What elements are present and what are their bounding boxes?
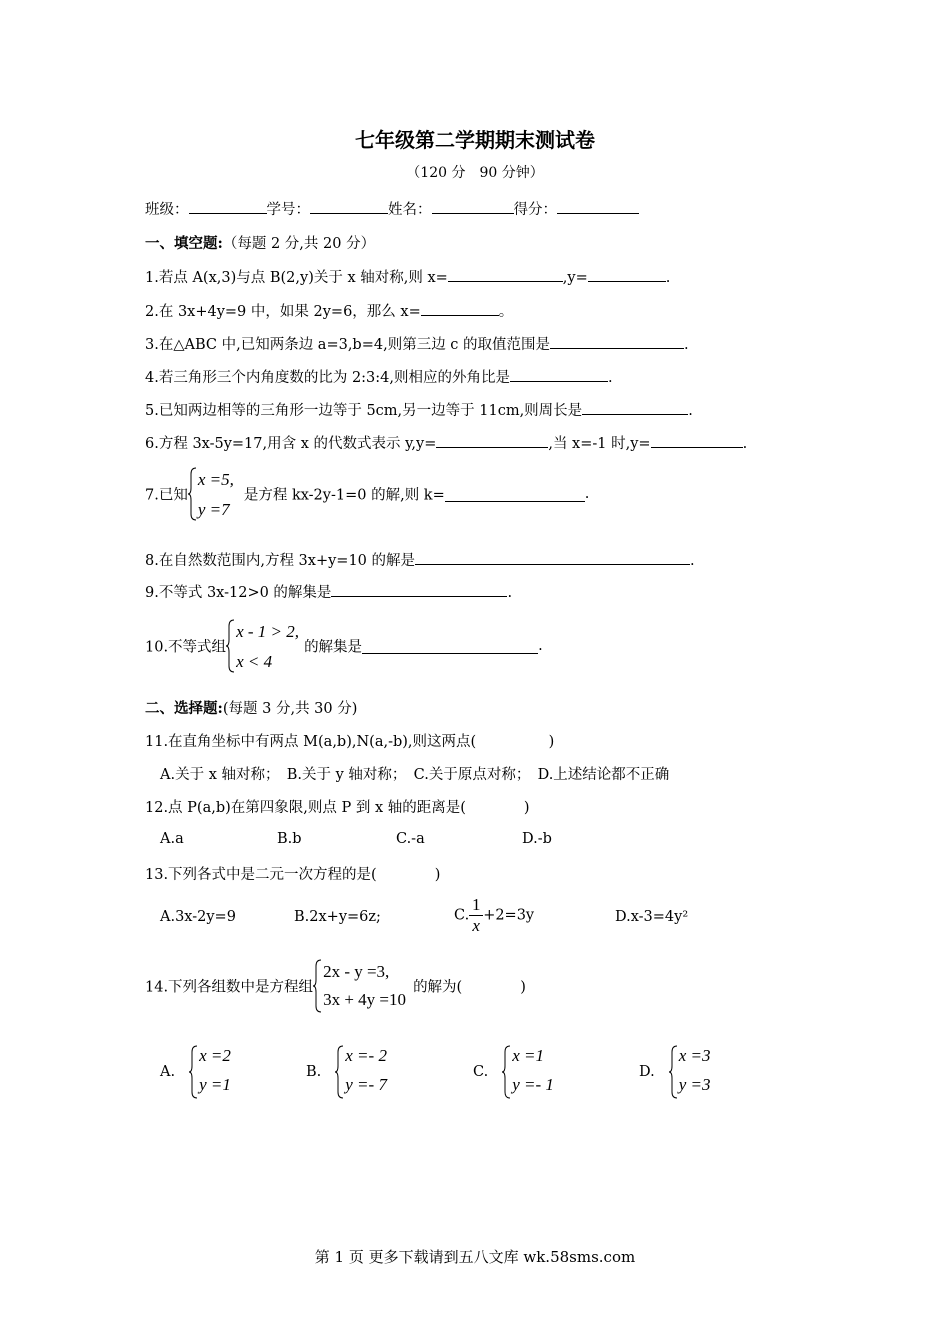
q1-blank-y[interactable]: [588, 267, 666, 282]
q10-text: 10.不等式组: [145, 639, 227, 656]
q14-a-system: [189, 1044, 249, 1100]
q4-end: .: [608, 370, 613, 386]
page-subtitle: （120 分 90 分钟）: [406, 165, 544, 181]
q6-end: .: [742, 436, 748, 452]
q13-option-c[interactable]: [454, 895, 534, 936]
q7-row-2: y =7: [197, 500, 230, 519]
q8-text: 8.在自然数范围内,方程 3x+y=10 的解是: [145, 553, 416, 569]
q6-blank-2[interactable]: [651, 433, 743, 448]
q14-a-row-1: x =2: [199, 1046, 231, 1065]
student-info-line: [145, 198, 639, 219]
q7-text-2: 是方程 kx-2y-1=0 的解,则 k=: [243, 487, 445, 504]
q12-option-d[interactable]: D.-b: [522, 831, 552, 847]
name-blank[interactable]: [432, 199, 514, 214]
q14-option-b[interactable]: [306, 1044, 405, 1100]
section2-note: (每题 3 分,共 30 分): [222, 701, 358, 717]
question-10: [145, 618, 543, 674]
brace-icon: [189, 1044, 199, 1100]
q7-end: .: [584, 486, 590, 502]
section1-title: 一、填空题:: [145, 235, 223, 252]
q5-blank[interactable]: [582, 400, 688, 415]
q6-text-2: ,当 x=-1 时,y=: [548, 436, 651, 452]
q10-row-2: x < 4: [236, 652, 273, 671]
q6-text: 6.方程 3x-5y=17,用含 x 的代数式表示 y,y=: [145, 436, 437, 452]
brace-icon: [669, 1044, 679, 1100]
name-label: 姓名：: [388, 202, 432, 218]
question-13: 13.下列各式中是二元一次方程的是( ): [145, 867, 441, 883]
page-footer: 第 1 页 更多下载请到五八文库 wk.58sms.com: [314, 1248, 636, 1266]
q12-option-c[interactable]: C.-a: [396, 831, 425, 847]
question-2: [145, 300, 513, 321]
brace-icon: [226, 618, 236, 674]
q4-text: 4.若三角形三个内角度数的比为 2:3:4,则相应的外角比是: [145, 370, 510, 386]
q10-blank[interactable]: [362, 639, 538, 654]
section1-heading: [145, 232, 375, 253]
q7-row-1: x =5,: [197, 470, 234, 489]
q11-options: A.关于 x 轴对称； B.关于 y 轴对称； C.关于原点对称； D.上述结论都不正确: [160, 767, 670, 783]
q2-text: 2.在 3x+4y=9 中，如果 2y=6，那么 x=: [145, 304, 421, 320]
section2-title: 二、选择题:: [145, 700, 223, 717]
q5-text: 5.已知两边相等的三角形一边等于 5cm,另一边等于 11cm,则周长是: [145, 403, 583, 419]
q10-end: .: [538, 638, 543, 654]
q4-blank[interactable]: [510, 367, 608, 382]
q14-c-label: C.: [473, 1064, 489, 1080]
q14-text-2: 的解为( ): [413, 979, 526, 996]
brace-icon: [313, 958, 323, 1014]
question-7: [145, 466, 589, 522]
q1-end: .: [665, 270, 671, 286]
q6-blank-1[interactable]: [436, 433, 548, 448]
class-blank[interactable]: [189, 199, 267, 214]
q10-row-1: x - 1 > 2,: [236, 622, 299, 641]
section1-note: （每题 2 分,共 20 分）: [222, 236, 376, 252]
q1-blank-x[interactable]: [448, 267, 563, 282]
q1-text-y: ,y=: [562, 270, 588, 286]
q13-option-d[interactable]: D.x-3=4y²: [615, 909, 689, 925]
q3-end: .: [684, 337, 689, 353]
section2-heading: [145, 697, 357, 718]
question-12: 12.点 P(a,b)在第四象限,则点 P 到 x 轴的距离是( ): [145, 800, 530, 816]
q14-a-label: A.: [160, 1064, 176, 1080]
q14-a-row-2: y =1: [199, 1075, 231, 1094]
q14-c-system: [502, 1044, 572, 1100]
q14-b-row-1: x =- 2: [345, 1046, 387, 1065]
q14-text: 14.下列各组数中是方程组: [145, 979, 314, 996]
brace-icon: [335, 1044, 345, 1100]
q9-blank[interactable]: [331, 582, 507, 597]
fraction-denominator: x: [472, 916, 480, 935]
id-blank[interactable]: [310, 199, 388, 214]
q14-row-1: 2x - y =3,: [323, 962, 390, 981]
q12-option-a[interactable]: A.a: [160, 831, 184, 847]
question-11: 11.在直角坐标中有两点 M(a,b),N(a,-b),则这两点( ): [145, 734, 555, 750]
q14-d-system: [669, 1044, 729, 1100]
q14-system: [313, 958, 413, 1014]
q14-option-c[interactable]: [473, 1044, 572, 1100]
q14-option-a[interactable]: [160, 1044, 249, 1100]
q2-blank[interactable]: [421, 301, 499, 316]
q12-option-b[interactable]: B.b: [277, 831, 302, 847]
question-3: [145, 333, 689, 354]
q8-blank[interactable]: [415, 550, 690, 565]
score-label: 得分：: [513, 202, 557, 218]
q3-text: 3.在△ABC 中,已知两条边 a=3,b=4,则第三边 c 的取值范围是: [145, 337, 551, 353]
q7-system: [188, 466, 244, 522]
q13-c-label: C.: [454, 907, 470, 924]
q14-d-label: D.: [639, 1064, 655, 1080]
q10-text-2: 的解集是: [304, 639, 363, 656]
fraction-numerator: 1: [471, 895, 481, 914]
q14-b-row-2: y =- 7: [345, 1075, 387, 1094]
id-label: 学号：: [266, 202, 310, 218]
q7-blank[interactable]: [445, 487, 585, 502]
q9-end: .: [507, 585, 513, 601]
q10-system: [226, 618, 304, 674]
question-9: [145, 581, 512, 602]
q14-d-row-1: x =3: [678, 1046, 711, 1065]
q13-fraction: [469, 895, 483, 936]
q14-row-2: 3x + 4y =10: [323, 990, 406, 1009]
q9-text: 9.不等式 3x-12>0 的解集是: [145, 585, 332, 601]
question-14: [145, 958, 526, 1014]
q14-option-d[interactable]: [639, 1044, 729, 1100]
class-label: 班级：: [145, 202, 189, 218]
q1-text: 1.若点 A(x,3)与点 B(2,y)关于 x 轴对称,则 x=: [145, 270, 448, 286]
q14-b-system: [335, 1044, 405, 1100]
question-1: [145, 266, 670, 287]
question-4: [145, 366, 613, 387]
q14-c-row-2: y =- 1: [512, 1075, 554, 1094]
question-8: [145, 549, 695, 570]
question-6: [145, 432, 747, 453]
q13-option-b[interactable]: B.2x+y=6z;: [294, 909, 381, 925]
q5-end: .: [688, 403, 693, 419]
q14-b-label: B.: [306, 1064, 322, 1080]
question-5: [145, 399, 693, 420]
page-title: 七年级第二学期期末测试卷: [355, 128, 595, 152]
q13-c-rest: +2=3y: [483, 907, 535, 924]
q14-c-row-1: x =1: [512, 1046, 544, 1065]
brace-icon: [502, 1044, 512, 1100]
q14-d-row-2: y =3: [678, 1075, 711, 1094]
brace-icon: [188, 466, 198, 522]
q8-end: .: [690, 553, 695, 569]
score-blank[interactable]: [557, 199, 639, 214]
q7-text: 7.已知: [145, 487, 188, 504]
q3-blank[interactable]: [550, 334, 684, 349]
q2-end: 。: [498, 304, 514, 320]
q13-option-a[interactable]: A.3x-2y=9: [160, 909, 236, 925]
